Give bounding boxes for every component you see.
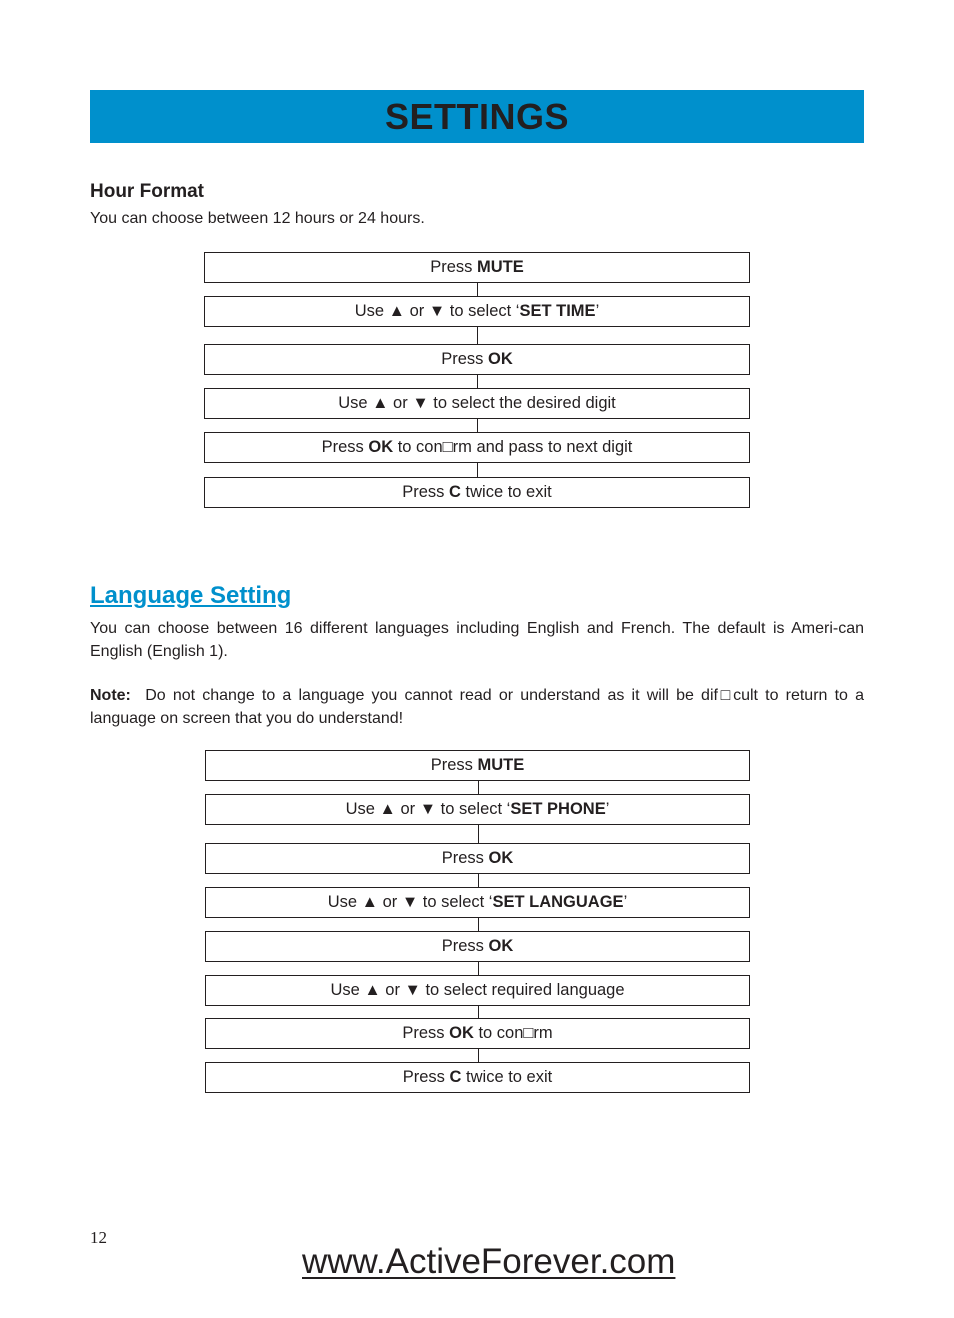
language-setting-heading: Language Setting: [90, 582, 292, 609]
flow-step-text: [338, 394, 616, 413]
flow-step-keyword: C: [449, 483, 461, 501]
flow-connector: [477, 419, 478, 432]
hour-format-description: You can choose between 12 hours or 24 hours.: [90, 210, 425, 227]
flow-step-text-pre: Use ▲ or ▼ to select ‘: [327, 893, 493, 911]
flow-step-keyword: OK: [488, 849, 514, 867]
flow-step-text: [442, 937, 514, 956]
flow-step: [205, 750, 750, 781]
flow-connector: [477, 463, 478, 477]
flow-step-text-pre: Press: [441, 350, 488, 368]
flow-step-keyword: SET PHONE: [510, 800, 606, 818]
flow-step-text-pre: Use ▲ or ▼ to select ‘: [354, 302, 520, 320]
flow-step-text: [328, 893, 627, 912]
flow-step-keyword: OK: [488, 937, 514, 955]
flow-step-text-pre: Press: [321, 438, 369, 456]
language-note: [90, 684, 864, 730]
flow-step-text-post: ’: [595, 302, 600, 320]
flow-step-keyword: OK: [368, 438, 394, 456]
flow-step-text-pre: Press: [430, 756, 478, 774]
flow-step-keyword: OK: [488, 350, 513, 368]
flow-step-text: [402, 1024, 552, 1043]
flow-step-text-pre: Press: [441, 849, 489, 867]
flow-step-keyword: SET TIME: [519, 302, 596, 320]
flow-step-text-post: twice to exit: [460, 483, 552, 501]
flow-step-text-pre: Use ▲ or ▼ to select the desired digit: [338, 394, 616, 412]
flow-connector: [478, 781, 479, 794]
flow-step: [204, 344, 750, 375]
flow-connector: [478, 874, 479, 887]
flow-step-text-post: twice to exit: [461, 1068, 553, 1086]
flow-connector: [478, 825, 479, 843]
settings-banner: [90, 90, 864, 143]
note-label: Note:: [90, 687, 131, 704]
page-number: 12: [90, 1228, 107, 1247]
flow-step-keyword: MUTE: [477, 756, 525, 774]
flow-connector: [478, 918, 479, 931]
flow-step: [204, 477, 750, 508]
flow-connector: [478, 962, 479, 975]
flow-connector: [478, 1049, 479, 1062]
flow-connector: [477, 375, 478, 388]
flow-step-text: [355, 302, 599, 321]
flow-step: [204, 388, 750, 419]
flow-step: [204, 252, 750, 283]
flow-step-text: [402, 483, 551, 502]
flow-step-text-pre: Press: [441, 937, 489, 955]
flow-step: [205, 794, 750, 825]
flow-step-text: [322, 438, 633, 457]
flow-step-keyword: MUTE: [477, 258, 524, 276]
flow-step-keyword: C: [449, 1068, 462, 1086]
flow-step-text-pre: Press: [402, 1068, 450, 1086]
flow-step-text-pre: Press: [402, 1024, 450, 1042]
flow-step: [204, 296, 750, 327]
flow-step-text-pre: Use ▲ or ▼ to select required language: [330, 981, 625, 999]
flow-step-text-post: to con□rm and pass to next digit: [393, 438, 633, 456]
website-link[interactable]: www.ActiveForever.com: [302, 1242, 676, 1281]
flow-step: [205, 975, 750, 1006]
flow-connector: [477, 283, 478, 296]
flow-step-keyword: SET LANGUAGE: [492, 893, 624, 911]
flow-step-text: [330, 981, 624, 1000]
flow-step: [205, 931, 750, 962]
note-text: Do not change to a language you cannot read or understand as it will be dif□cult to return to a language on screen that you do understand!: [90, 687, 865, 727]
language-setting-description: You can choose between 16 different languages including English and French. The default is Ameri-can English (English 1).: [90, 620, 864, 660]
flow-step-text: [346, 800, 610, 819]
flow-step: [205, 887, 750, 918]
flow-step: [205, 1062, 750, 1093]
hour-format-heading: Hour Format: [90, 181, 204, 202]
flow-step-text-post: ’: [623, 893, 628, 911]
flow-step-text-pre: Use ▲ or ▼ to select ‘: [345, 800, 511, 818]
flow-step-text-pre: Press: [402, 483, 450, 501]
flow-step-text: [403, 1068, 552, 1087]
flow-step-text: [441, 350, 513, 369]
flow-connector: [478, 1006, 479, 1018]
flow-step-text: [442, 849, 514, 868]
flow-step-text-post: ’: [605, 800, 610, 818]
flow-step: [205, 1018, 750, 1049]
page-title: SETTINGS: [384, 95, 570, 137]
flow-step: [204, 432, 750, 463]
flow-step-text-pre: Press: [430, 258, 477, 276]
flow-connector: [477, 327, 478, 344]
flow-step: [205, 843, 750, 874]
flow-step-keyword: OK: [449, 1024, 474, 1042]
flow-step-text: [430, 258, 524, 277]
flow-step-text-post: to con□rm: [473, 1024, 553, 1042]
flow-step-text: [431, 756, 525, 775]
